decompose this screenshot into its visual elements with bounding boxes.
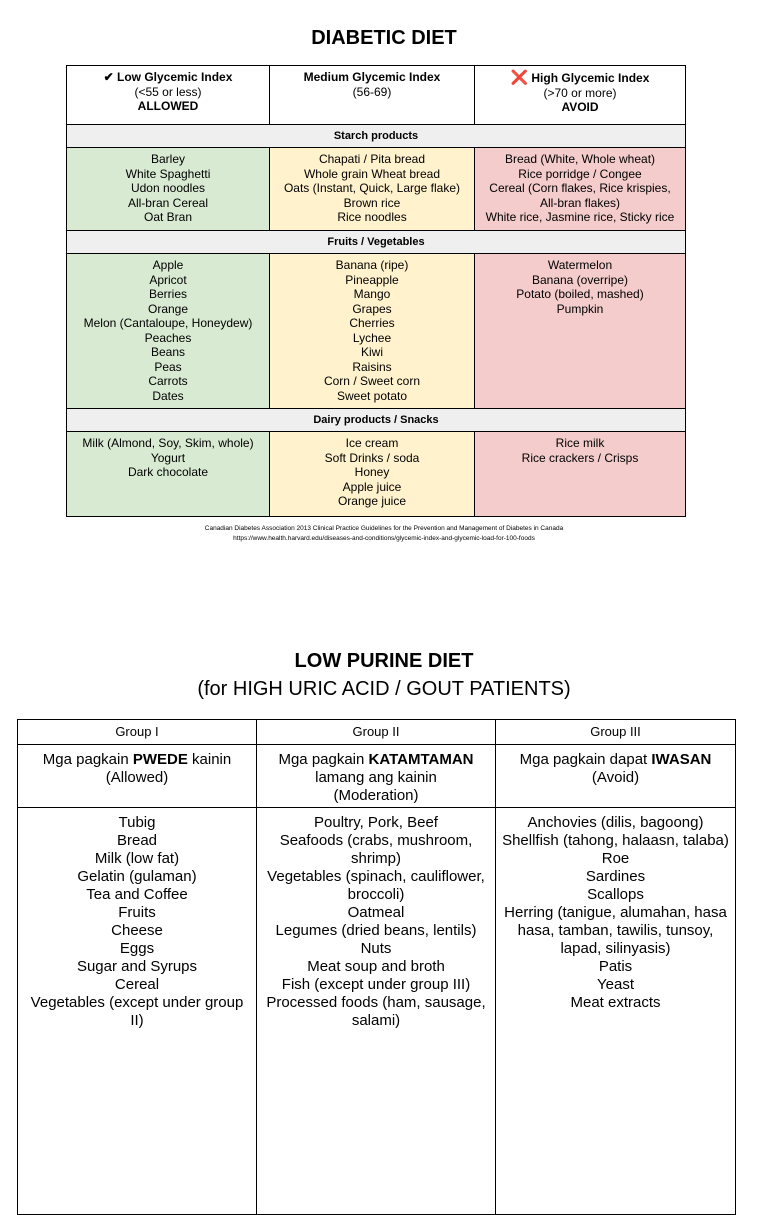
food-item: Oatmeal	[347, 904, 405, 921]
desc-emphasis: KATAMTAMAN	[368, 751, 474, 768]
group-food-row	[18, 808, 736, 1215]
group-description	[257, 745, 496, 808]
food-item: Vegetables (spinach, cauliflower, broccoli)	[267, 868, 485, 903]
food-item: Rice noodles	[337, 210, 407, 224]
food-item: Meat extracts	[570, 994, 661, 1011]
desc-emphasis: IWASAN	[651, 751, 712, 768]
food-item: Rice milk	[555, 436, 605, 450]
group-header-row	[18, 720, 736, 745]
medium-gi-foods	[270, 148, 475, 231]
food-item: Oat Bran	[143, 210, 193, 224]
food-item: Eggs	[119, 940, 155, 957]
food-item: Lychee	[352, 330, 392, 345]
source-citation	[0, 524, 768, 544]
food-item: Yeast	[597, 976, 634, 993]
food-item: Beans	[150, 345, 186, 359]
food-item: Sweet potato	[336, 388, 408, 403]
food-item: Potato (boiled, mashed)	[516, 287, 644, 301]
food-item: Bread	[116, 832, 158, 849]
medium-gi-title: Medium Glycemic Index	[303, 70, 441, 84]
food-item: Nuts	[360, 940, 392, 957]
medium-gi-range: (56-69)	[352, 84, 392, 99]
glycemic-index-table	[66, 65, 686, 517]
food-item: Shellfish (tahong, halaasn, talaba)	[502, 832, 729, 849]
section-label: Starch products	[67, 125, 686, 148]
food-item: Apple	[152, 258, 184, 272]
food-row-fruits	[67, 254, 686, 409]
check-icon: ✔	[103, 70, 114, 84]
desc-note: (Moderation)	[333, 787, 419, 804]
group-header: Group I	[18, 720, 257, 745]
desc-text: Mga pagkain	[278, 751, 369, 768]
food-item: Meat soup and broth	[307, 958, 445, 975]
food-item: Chapati / Pita bread	[318, 152, 426, 166]
desc-text: Mga pagkain dapat	[519, 751, 652, 768]
medium-gi-foods	[270, 254, 475, 409]
desc-note: (Allowed)	[105, 769, 169, 786]
food-item: Cheese	[111, 922, 163, 939]
food-item: Apple juice	[342, 479, 402, 494]
food-item: Udon noodles	[130, 181, 206, 195]
food-item: Sardines	[585, 868, 646, 885]
food-item: Mango	[353, 287, 391, 301]
food-item: Rice crackers / Crisps	[521, 450, 639, 465]
food-item: Corn / Sweet corn	[323, 374, 421, 388]
food-item: Peas	[154, 359, 182, 374]
food-item: Banana (overripe)	[531, 272, 629, 287]
medium-gi-foods	[270, 432, 475, 517]
desc-text: kainin	[187, 751, 232, 768]
food-item: White rice, Jasmine rice, Sticky rice	[485, 210, 675, 224]
food-item: Fruits	[118, 904, 156, 921]
food-item: White Spaghetti	[125, 166, 211, 181]
food-item: Ice cream	[345, 436, 399, 450]
food-item: Vegetables (except under group II)	[30, 994, 244, 1029]
food-item: Poultry, Pork, Beef	[314, 814, 438, 831]
food-item: Whole grain Wheat bread	[303, 166, 441, 181]
group-header: Group II	[257, 720, 496, 745]
food-item: Carrots	[148, 374, 188, 388]
food-item: Cereal (Corn flakes, Rice krispies,	[489, 181, 671, 195]
food-item: Dates	[152, 388, 184, 403]
food-item: All-bran flakes)	[539, 195, 621, 210]
food-item: All-bran Cereal	[127, 195, 209, 210]
food-item: Berries	[148, 287, 187, 301]
food-item: Legumes (dried beans, lentils)	[275, 922, 477, 939]
food-item: Watermelon	[547, 258, 613, 272]
food-item: Milk (Almond, Soy, Skim, whole)	[82, 436, 254, 450]
food-item: Dark chocolate	[127, 465, 209, 479]
food-item: Fish (except under group III)	[281, 976, 471, 993]
group-foods	[257, 808, 496, 1215]
desc-text: Mga pagkain	[42, 751, 133, 768]
food-item: Barley	[150, 152, 185, 166]
purine-table	[17, 719, 736, 1215]
food-item: Pineapple	[345, 272, 399, 287]
food-item: Orange juice	[337, 494, 407, 508]
glycemic-header-row	[67, 66, 686, 125]
food-item: Tubig	[118, 814, 156, 831]
high-gi-range: (>70 or more)	[543, 85, 617, 100]
purine-diet-title: LOW PURINE DIET	[294, 650, 474, 672]
food-item: Melon (Cantaloupe, Honeydew)	[83, 316, 253, 330]
low-gi-label: ALLOWED	[137, 99, 199, 113]
section-label: Fruits / Vegetables	[67, 231, 686, 254]
section-row-starch	[67, 125, 686, 148]
section-row-fruits	[67, 231, 686, 254]
group-header: Group III	[496, 720, 736, 745]
group-description	[18, 745, 257, 808]
low-gi-range: (<55 or less)	[134, 84, 202, 99]
food-item: Rice porridge / Congee	[518, 166, 642, 181]
group-description-row	[18, 745, 736, 808]
high-gi-foods	[475, 148, 686, 231]
high-gi-label: AVOID	[561, 100, 599, 114]
section-label: Dairy products / Snacks	[67, 409, 686, 432]
food-item: Oats (Instant, Quick, Large flake)	[283, 181, 461, 195]
food-item: Pumpkin	[556, 301, 604, 316]
food-item: Milk (low fat)	[94, 850, 180, 867]
food-item: Roe	[601, 850, 630, 867]
low-gi-foods	[67, 148, 270, 231]
food-row-starch	[67, 148, 686, 231]
food-item: Grapes	[352, 301, 392, 316]
food-item: Scallops	[587, 886, 644, 903]
food-item: Orange	[147, 301, 189, 316]
desc-text: lamang ang kainin	[315, 769, 437, 786]
group-foods	[496, 808, 736, 1215]
low-gi-header	[67, 66, 270, 125]
high-gi-header	[475, 66, 686, 125]
food-item: Anchovies (dilis, bagoong)	[527, 814, 704, 831]
food-item: Apricot	[149, 272, 187, 287]
desc-note: (Avoid)	[591, 769, 640, 786]
food-item: Kiwi	[360, 345, 383, 359]
food-item: Seafoods (crabs, mushroom, shrimp)	[279, 832, 473, 867]
food-item: Bread (White, Whole wheat)	[504, 152, 656, 166]
high-gi-foods	[475, 254, 686, 409]
food-item: Yogurt	[150, 450, 186, 465]
food-item: Herring (tanigue, alumahan, hasa hasa, tamban, tawilis, tunsoy, lapad, silinyasis)	[504, 904, 727, 957]
low-gi-foods	[67, 254, 270, 409]
medium-gi-header	[270, 66, 475, 125]
source-link[interactable]: https://www.health.harvard.edu/diseases-and-conditions/glycemic-index-and-glycemic-load-for-100-foods	[233, 535, 535, 542]
section-row-dairy	[67, 409, 686, 432]
food-item: Sugar and Syrups	[76, 958, 198, 975]
food-item: Peaches	[144, 330, 192, 345]
food-item: Raisins	[352, 359, 392, 374]
high-gi-title: High Glycemic Index	[531, 71, 650, 85]
food-item: Cherries	[349, 316, 395, 330]
desc-emphasis: PWEDE	[132, 751, 188, 768]
purine-diet-subtitle: (for HIGH URIC ACID / GOUT PATIENTS)	[197, 678, 571, 700]
cross-icon: ❌	[510, 69, 529, 85]
food-item: Tea and Coffee	[86, 886, 188, 903]
diabetic-diet-title: DIABETIC DIET	[311, 27, 457, 49]
food-item: Honey	[354, 465, 390, 479]
food-item: Gelatin (gulaman)	[77, 868, 197, 885]
low-gi-foods	[67, 432, 270, 517]
source-line: Canadian Diabetes Association 2013 Clinical Practice Guidelines for the Prevention and Management of Diabetes in Canada	[204, 525, 564, 532]
food-item: Banana (ripe)	[335, 258, 409, 272]
food-item: Processed foods (ham, sausage, salami)	[266, 994, 486, 1029]
food-item: Brown rice	[343, 195, 401, 210]
group-foods	[18, 808, 257, 1215]
food-item: Patis	[598, 958, 633, 975]
low-gi-title: Low Glycemic Index	[117, 70, 233, 84]
food-item: Soft Drinks / soda	[324, 450, 420, 465]
food-item: Cereal	[114, 976, 160, 993]
high-gi-foods	[475, 432, 686, 517]
food-row-dairy	[67, 432, 686, 517]
group-description	[496, 745, 736, 808]
